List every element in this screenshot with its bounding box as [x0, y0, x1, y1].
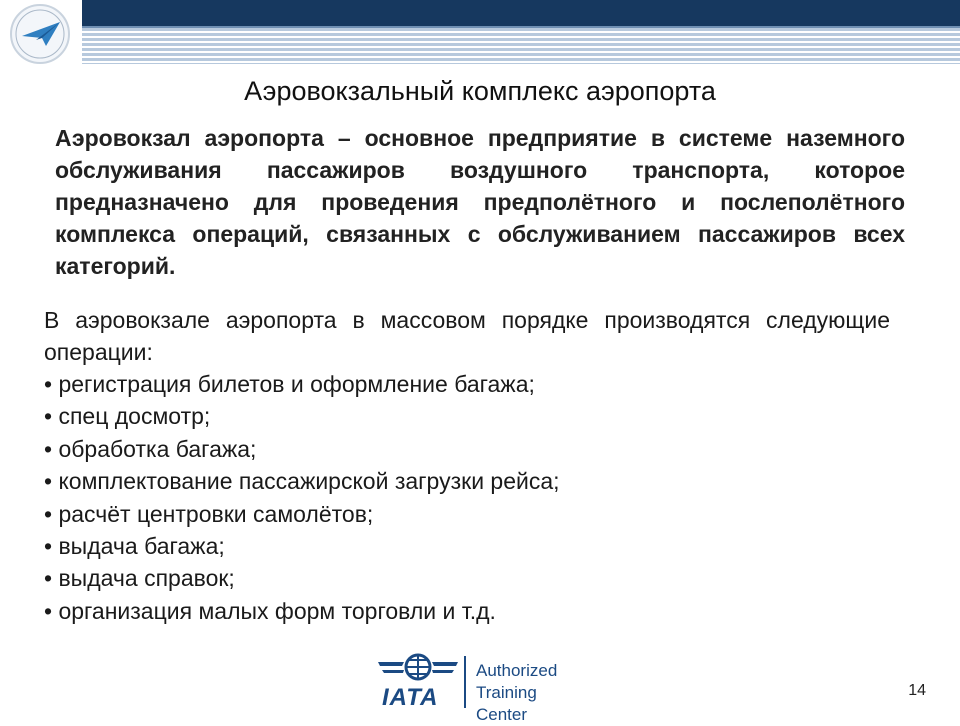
page-number: 14 — [908, 682, 926, 699]
header-striped-band — [82, 28, 960, 64]
slide-title: Аэровокзальный комплекс аэропорта — [244, 76, 716, 106]
header-dark-band — [82, 0, 960, 26]
atc-line2: Training Center — [476, 683, 537, 724]
list-item: • спец досмотр; — [44, 400, 560, 432]
authorized-training-center — [476, 660, 572, 726]
list-item: • комплектование пассажирской загрузки рейса; — [44, 465, 560, 497]
definition-paragraph: Аэровокзал аэропорта – основное предприятие в системе наземного обслуживания пассажиров воздушного транспорта, которое предназначено для проведения предполётного и послеполётного комплекса операций, связанных с обслуживанием пассажиров всех категорий. — [55, 125, 905, 279]
iata-footer-logo — [372, 648, 572, 724]
list-item: • выдача справок; — [44, 562, 560, 594]
iata-globe-icon — [376, 648, 460, 686]
list-item: • расчёт центровки самолётов; — [44, 498, 560, 530]
iata-brand: IATA — [382, 684, 439, 711]
atc-line1: Authorized — [476, 661, 558, 680]
footer-divider — [464, 656, 466, 708]
list-item: • организация малых форм торговли и т.д. — [44, 595, 560, 627]
header — [0, 0, 960, 68]
operations-list — [44, 368, 560, 627]
operations-intro: В аэровокзале аэропорта в массовом порядке производятся следующие операции: — [44, 307, 890, 365]
list-item: • выдача багажа; — [44, 530, 560, 562]
list-item: • регистрация билетов и оформление багажа; — [44, 368, 560, 400]
airplane-logo-icon — [2, 2, 80, 66]
list-item: • обработка багажа; — [44, 433, 560, 465]
